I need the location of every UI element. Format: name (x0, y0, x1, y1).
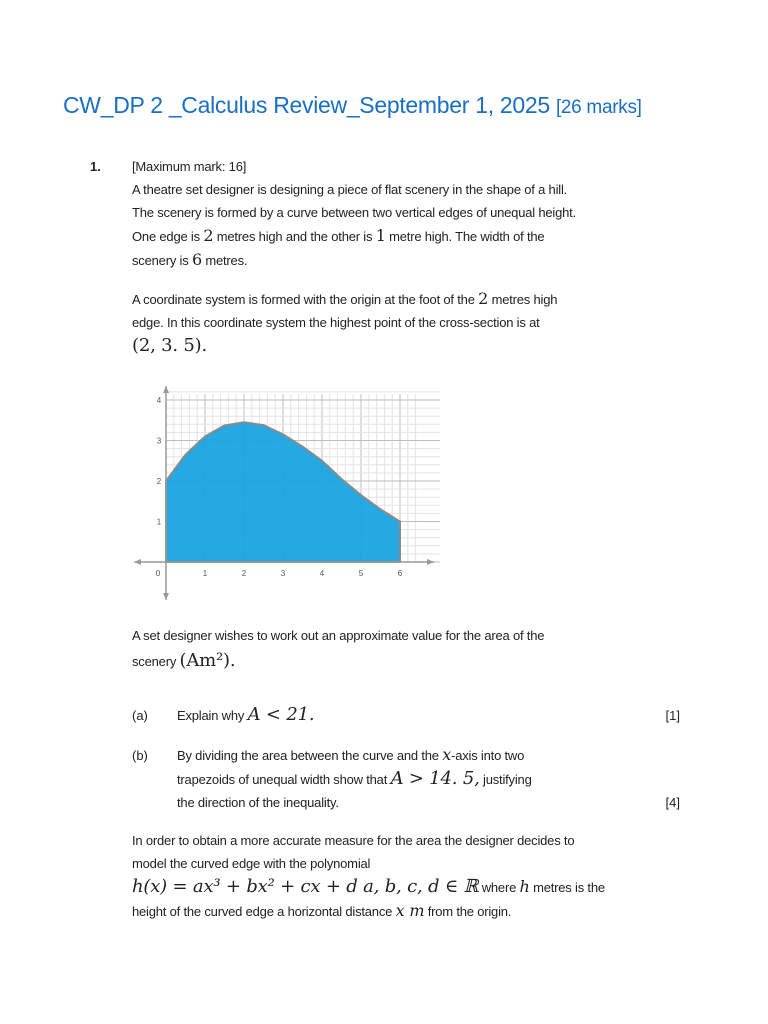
part-a-text: Explain why A < 21. (177, 704, 315, 725)
part-a-marks: [1] (665, 708, 680, 723)
intro-line-3: One edge is 2 metres high and the other is 1 metre high. The width of the (132, 226, 545, 245)
model-line-3: h(x) = ax³ + bx² + cx + d a, b, c, d ∈ ℝ where h metres is the (132, 876, 605, 897)
model-line-2: model the curved edge with the polynomial (132, 856, 371, 871)
y-tick-label: 4 (156, 396, 162, 405)
part-a-label: (a) (132, 708, 148, 723)
y-tick-label: 3 (156, 436, 162, 446)
x-axis-arrow-left (134, 559, 141, 565)
question-intro (132, 155, 576, 272)
part-b-marks: [4] (665, 795, 680, 810)
area-line-2: scenery (Am²). (132, 650, 236, 671)
coord-line-2: edge. In this coordinate system the highest point of the cross-section is at (132, 315, 540, 330)
x-axis-arrow-right (427, 559, 434, 565)
highest-point: (2, 3. 5). (132, 335, 208, 356)
question-number: 1. (90, 159, 101, 174)
x-tick-label: 4 (319, 569, 325, 578)
area-paragraph (132, 624, 544, 673)
intro-line-4: scenery is 6 metres. (132, 250, 248, 269)
model-line-4: height of the curved edge a horizontal distance x m from the origin. (132, 901, 512, 920)
y-axis-arrow-up (163, 386, 169, 393)
hill-area-chart (130, 382, 440, 604)
part-b-label: (b) (132, 748, 148, 763)
intro-line-1: A theatre set designer is designing a piece of flat scenery in the shape of a hill. (132, 182, 568, 197)
x-tick-label: 0 (155, 569, 161, 578)
x-tick-label: 3 (280, 569, 286, 578)
x-tick-label: 1 (202, 569, 208, 578)
coord-line-1: A coordinate system is formed with the origin at the foot of the 2 metres high (132, 289, 558, 308)
x-tick-label: 2 (241, 569, 247, 578)
x-tick-label: 6 (397, 569, 403, 578)
title-text: CW_DP 2 _Calculus Review_September 1, 2025 (63, 92, 550, 118)
total-marks: [26 marks] (555, 97, 642, 118)
y-axis-arrow-down (163, 593, 169, 600)
area-line-1: A set designer wishes to work out an approximate value for the area of the (132, 628, 545, 643)
coord-paragraph (132, 287, 557, 357)
model-line-1: In order to obtain a more accurate measure for the area the designer decides to (132, 833, 575, 848)
hill-area (166, 422, 400, 562)
page-title (63, 92, 642, 119)
intro-line-2: The scenery is formed by a curve between two vertical edges of unequal height. (132, 205, 576, 220)
part-b-text: By dividing the area between the curve and the x-axis into two trapezoids of unequal width show that A > 14. 5, justifying the direction of the inequality. (177, 745, 532, 810)
model-paragraph (132, 829, 605, 923)
max-mark: [Maximum mark: 16] (132, 159, 247, 174)
y-tick-label: 1 (156, 517, 162, 527)
x-tick-label: 5 (358, 569, 364, 578)
y-tick-label: 2 (156, 477, 162, 486)
